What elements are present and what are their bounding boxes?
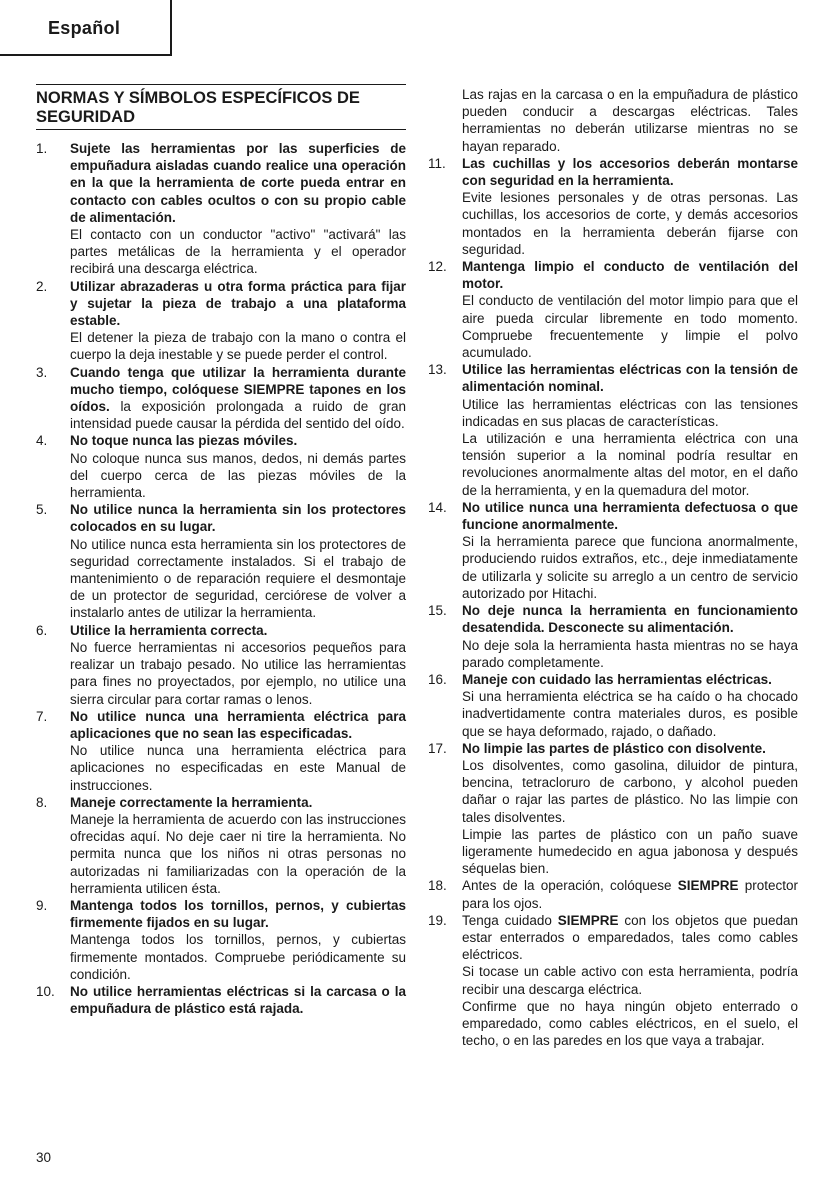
item-number: 10. [36,983,55,999]
item-heading: No limpie las partes de plástico con disolvente. [462,740,766,756]
item-heading: Mantenga todos los tornillos, pernos, y cubiertas firmemente fijados en su lugar. [70,897,406,931]
item-text-post: con los objetos que puedan estar enterrados o emparedados, tales como cables eléctricos. [462,912,798,963]
safety-item-19 [428,912,798,1050]
item-number: 5. [36,502,48,518]
item-number: 12. [428,259,447,275]
left-column [36,84,406,1017]
item-number: 19. [428,912,447,928]
item-number: 18. [428,878,447,894]
safety-item-3 [36,364,406,433]
item-number: 15. [428,603,447,619]
item-number: 4. [36,433,48,449]
safety-item-1 [36,140,406,278]
item-text-emphasis: SIEMPRE [677,878,739,894]
item-number: 14. [428,499,447,515]
safety-item-16 [428,671,798,740]
item-heading: Maneje correctamente la herramienta. [70,794,313,810]
item-number: 3. [36,364,48,380]
safety-item-10 [36,983,406,1017]
item-body: No deje sola la herramienta hasta mientras no se haya parado completamente. [462,637,798,670]
item-text-pre: Tenga cuidado [462,912,558,928]
item-body: No coloque nunca sus manos, dedos, ni demás partes del cuerpo cerca de las piezas móviles de la herramienta. [70,450,406,501]
item-body: El conducto de ventilación del motor limpio para que el aire pueda circular libremente en todo momento. Compruebe frecuentemente y limpie el polvo acumulado. [462,293,798,361]
item-body: No utilice nunca esta herramienta sin los protectores de seguridad correctamente instalados. Si el trabajo de mantenimiento o de reparación requiere el desmontaje de un protector de seguridad, cerciórese de volver a instalarlo antes de utilizar la herramienta. [70,536,406,621]
item-heading: No utilice nunca una herramienta defectuosa o que funcione anormalmente. [462,499,798,533]
safety-item-11 [428,155,798,258]
safety-item-13 [428,361,798,499]
item-text-pre: Antes de la operación, colóquese [462,878,678,894]
item-heading: No toque nunca las piezas móviles. [70,433,298,449]
item-body: la exposición prolongada a ruido de gran intensidad puede causar la pérdida del sentido del oído. [70,399,406,432]
item-body: Mantenga todos los tornillos, pernos, y cubiertas firmemente montados. Compruebe periódicamente su condición. [70,932,406,982]
item-body: Maneje la herramienta de acuerdo con las instrucciones ofrecidas aquí. No deje caer ni tire la herramienta. No permita nunca que los niños ni otras personas no autorizadas ni familiarizadas con la operación de la herramienta utilicen ésta. [70,811,406,896]
item-heading: Utilizar abrazaderas u otra forma práctica para fijar y sujetar la pieza de trabajo a una plataforma estable. [70,278,406,329]
item-body: Si una herramienta eléctrica se ha caído o ha chocado inadvertidamente contra materiales duros, es posible que se haya deformado, rajado, o dañado. [462,689,798,739]
safety-item-18 [428,877,798,911]
item-body-2: Limpie las partes de plástico con un paño suave ligeramente humedecido en agua jabonosa y después séquelas bien. [462,826,798,877]
item-body: Los disolventes, como gasolina, diluidor de pintura, bencina, tetracloruro de carbono, y alcohol pueden dañar o rajar las partes de plástico. No las limpie con tales disolventes. [462,757,798,825]
item-heading: Cuando tenga que utilizar la herramienta durante mucho tiempo, colóquese SIEMPRE tapones en los oídos. [70,364,406,415]
item-body: Si la herramienta parece que funciona anormalmente, produciendo ruidos extraños, etc., deje inmediatamente de utilizarla y solicite su arreglo a un centro de servicio autorizado por Hitachi. [462,534,798,601]
safety-item-8 [36,794,406,897]
item-text [70,364,406,433]
safety-item-4 [36,432,406,501]
safety-item-17 [428,740,798,878]
language-tab [0,0,172,56]
safety-item-9 [36,897,406,983]
item-body-2: Confirme que no haya ningún objeto enterrado o emparedado, como cables eléctricos, en el suelo, el techo, o en las paredes en los que vaya a trabajar. [462,998,798,1049]
item-heading: Las cuchillas y los accesorios deberán montarse con seguridad en la herramienta. [462,155,798,189]
item-heading: Maneje con cuidado las herramientas eléctricas. [462,671,772,687]
item-number: 6. [36,622,48,638]
safety-item-12 [428,258,798,361]
item-text-post: protector para los ojos. [462,878,798,911]
item-body: Si tocase un cable activo con esta herramienta, podría recibir una descarga eléctrica. [462,964,798,997]
item-number: 9. [36,897,48,913]
item-body: Evite lesiones personales y de otras personas. Las cuchillas, los accesorios de corte, y demás accesorios montados en la herramienta deberán fijarse con seguridad. [462,190,798,257]
item-number: 7. [36,708,48,724]
item-body: No utilice nunca una herramienta eléctrica para aplicaciones no especificadas en este Manual de instrucciones. [70,743,406,793]
item-10-continuation: Las rajas en la carcasa o en la empuñadura de plástico pueden conducir a descargas eléctricas. Tales herramientas no deberán utilizarse mientras no se hayan reparado. [462,87,798,154]
item-number: 16. [428,671,447,687]
item-body-2: La utilización e una herramienta eléctrica con una tensión superior a la nominal podría resultar en revoluciones anormalmente altas del motor, en el daño de la herramienta, y en la quemadura del motor. [462,431,798,498]
item-text [462,877,798,911]
right-column [428,86,798,1049]
item-heading: Utilice las herramientas eléctricas con la tensión de alimentación nominal. [462,362,798,395]
safety-item-15 [428,602,798,671]
item-body: El contacto con un conductor "activo" "activará" las partes metálicas de la herramienta y el operador recibirá una descarga eléctrica. [70,227,406,277]
item-number: 13. [428,362,447,378]
page-number: 30 [36,1150,52,1165]
item-text [462,912,798,964]
item-heading: Mantenga limpio el conducto de ventilación del motor. [462,259,798,292]
safety-item-7 [36,708,406,794]
item-body: No fuerce herramientas ni accesorios pequeños para realizar un trabajo pesado. No utilice las herramientas para fines no proyectados, por ejemplo, no utilice una sierra circular para cortar ramas o lenos. [70,639,406,707]
item-body: El detener la pieza de trabajo con la mano o contra el cuerpo la deja inestable y se puede perder el control. [70,330,406,363]
safety-item-5 [36,501,406,621]
item-heading: Sujete las herramientas por las superficies de empuñadura aisladas cuando realice una operación en la que la herramienta de corte pueda entrar en contacto con cables ocultos o con su propio cable de alimentación. [70,141,406,225]
language-label: Español [48,18,121,38]
safety-item-2 [36,278,406,364]
safety-item-6 [36,622,406,708]
item-heading: No utilice nunca la herramienta sin los protectores colocados en su lugar. [70,502,406,535]
item-number: 8. [36,794,48,810]
item-heading: No utilice herramientas eléctricas si la carcasa o la empuñadura de plástico está rajada. [70,983,406,1017]
section-title: NORMAS Y SÍMBOLOS ESPECÍFICOS DE SEGURIDAD [36,84,406,130]
safety-item-14 [428,499,798,602]
item-number: 17. [428,740,447,756]
item-number: 2. [36,278,48,294]
item-heading: No utilice nunca una herramienta eléctrica para aplicaciones que no sean las especificadas. [70,708,406,741]
item-text-emphasis: SIEMPRE [557,912,619,928]
item-heading: No deje nunca la herramienta en funcionamiento desatendida. Desconecte su alimentación. [462,603,798,636]
item-heading: Utilice la herramienta correcta. [70,622,268,638]
item-body: Utilice las herramientas eléctricas con las tensiones indicadas en sus placas de características. [462,396,798,429]
item-number: 11. [428,155,446,171]
item-number: 1. [36,141,48,156]
